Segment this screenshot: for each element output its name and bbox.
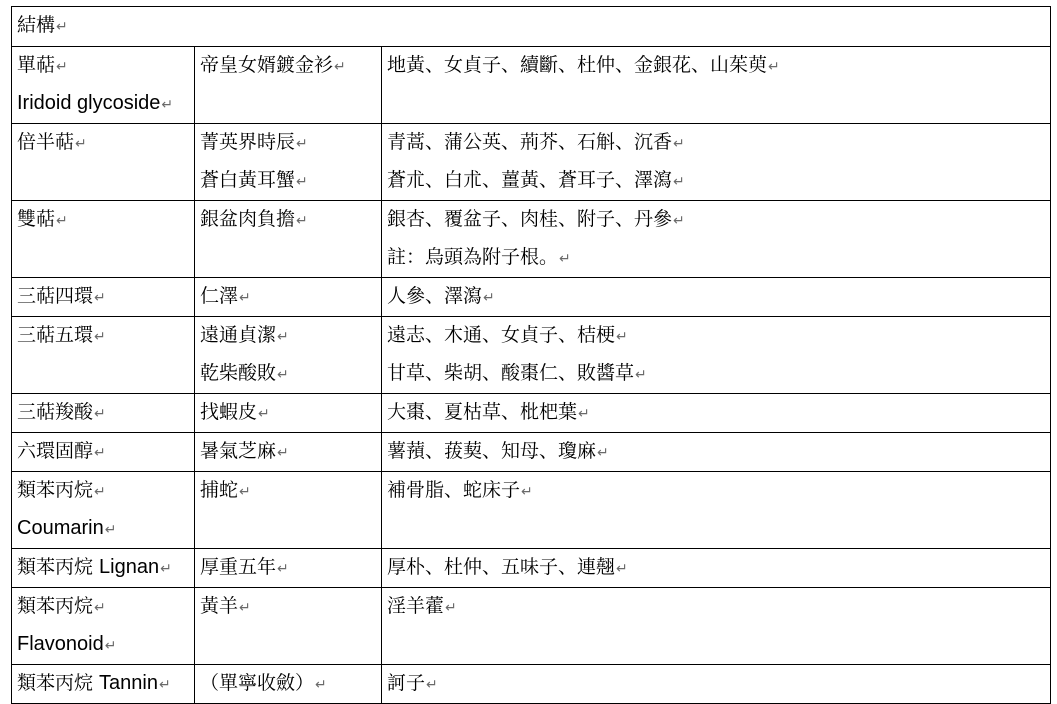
paragraph-mark: ↵ xyxy=(277,367,289,383)
cell-text: Iridoid glycoside xyxy=(17,92,161,114)
cell-line xyxy=(200,433,376,471)
cell-text: 註：烏頭為附子根。 xyxy=(387,246,559,268)
cell-line xyxy=(17,433,189,471)
table-row xyxy=(12,665,1051,704)
table-cell-c2[interactable] xyxy=(195,47,382,124)
cell-line xyxy=(17,124,189,162)
cell-line xyxy=(17,549,189,587)
table-cell-c2[interactable] xyxy=(195,124,382,201)
header-cell[interactable] xyxy=(12,7,1051,47)
table-row xyxy=(12,549,1051,588)
cell-text: 類苯丙烷 xyxy=(17,479,94,501)
table-header-row xyxy=(12,7,1051,47)
paragraph-mark: ↵ xyxy=(56,19,68,35)
cell-text: 仁澤 xyxy=(200,285,239,307)
cell-text: 三萜五環 xyxy=(17,324,94,346)
paragraph-mark: ↵ xyxy=(75,136,87,152)
cell-text: Coumarin xyxy=(17,517,104,539)
paragraph-mark: ↵ xyxy=(296,174,308,190)
table-body xyxy=(12,7,1051,704)
table-cell-c2[interactable] xyxy=(195,317,382,394)
cell-text: 淫羊藿 xyxy=(387,595,445,617)
table-cell-c1[interactable] xyxy=(12,588,195,665)
cell-line xyxy=(387,47,1045,85)
paragraph-mark: ↵ xyxy=(94,406,106,422)
paragraph-mark: ↵ xyxy=(445,600,457,616)
paragraph-mark: ↵ xyxy=(258,406,270,422)
table-cell-c1[interactable] xyxy=(12,278,195,317)
cell-text: 三萜羧酸 xyxy=(17,401,94,423)
cell-text: 甘草、柴胡、酸棗仁、敗醬草 xyxy=(387,362,635,384)
cell-text: 三萜四環 xyxy=(17,285,94,307)
cell-text: 乾柴酸敗 xyxy=(200,362,277,384)
cell-line xyxy=(387,162,1045,200)
paragraph-mark: ↵ xyxy=(94,600,106,616)
cell-line xyxy=(17,394,189,432)
cell-text: 薯蕷、菝葜、知母、瓊麻 xyxy=(387,440,597,462)
paragraph-mark: ↵ xyxy=(597,445,609,461)
cell-text: 捕蛇 xyxy=(200,479,239,501)
cell-line xyxy=(387,278,1045,316)
table-row xyxy=(12,124,1051,201)
table-cell-c1[interactable] xyxy=(12,549,195,588)
latin-term: Lignan xyxy=(99,556,160,578)
paragraph-mark: ↵ xyxy=(296,213,308,229)
cell-line xyxy=(17,626,189,664)
cell-line xyxy=(387,201,1045,239)
cell-text: 遠志、木通、女貞子、桔梗 xyxy=(387,324,616,346)
cell-line xyxy=(17,472,189,510)
paragraph-mark: ↵ xyxy=(239,600,251,616)
table-row xyxy=(12,394,1051,433)
cell-line xyxy=(200,162,376,200)
paragraph-mark: ↵ xyxy=(56,59,68,75)
cell-line xyxy=(17,85,189,123)
cell-line xyxy=(200,278,376,316)
cell-line xyxy=(200,201,376,239)
paragraph-mark: ↵ xyxy=(160,561,172,577)
paragraph-mark: ↵ xyxy=(521,484,533,500)
table-row xyxy=(12,47,1051,124)
paragraph-mark: ↵ xyxy=(94,484,106,500)
paragraph-mark: ↵ xyxy=(616,329,628,345)
table-cell-c1[interactable] xyxy=(12,433,195,472)
cell-line xyxy=(200,588,376,626)
cell-text: （單寧收斂） xyxy=(200,672,315,694)
cell-line xyxy=(17,201,189,239)
cell-text: 倍半萜 xyxy=(17,131,75,153)
table-cell-c3[interactable] xyxy=(382,433,1051,472)
paragraph-mark: ↵ xyxy=(334,59,346,75)
cell-line xyxy=(17,278,189,316)
cell-text: 大棗、夏枯草、枇杷葉 xyxy=(387,401,578,423)
paragraph-mark: ↵ xyxy=(559,251,571,267)
paragraph-mark: ↵ xyxy=(426,677,438,693)
paragraph-mark: ↵ xyxy=(239,484,251,500)
table-cell-c1[interactable] xyxy=(12,317,195,394)
cell-text: 黃羊 xyxy=(200,595,239,617)
table-cell-c3[interactable] xyxy=(382,665,1051,704)
cell-line xyxy=(387,433,1045,471)
cell-line xyxy=(17,47,189,85)
cell-line xyxy=(17,317,189,355)
table-cell-c3[interactable] xyxy=(382,588,1051,665)
latin-term: Tannin xyxy=(99,672,158,694)
cell-text: 厚朴、杜仲、五味子、連翹 xyxy=(387,556,616,578)
paragraph-mark: ↵ xyxy=(161,97,174,113)
table-cell-c2[interactable] xyxy=(195,588,382,665)
cell-text: 蒼朮、白朮、薑黃、蒼耳子、澤瀉 xyxy=(387,169,673,191)
table-row xyxy=(12,472,1051,549)
paragraph-mark: ↵ xyxy=(94,290,106,306)
cell-text: 青蒿、蒲公英、荊芥、石斛、沉香 xyxy=(387,131,673,153)
cell-line xyxy=(200,472,376,510)
table-cell-c2[interactable] xyxy=(195,201,382,278)
table-cell-c1[interactable] xyxy=(12,394,195,433)
cell-text: 補骨脂、蛇床子 xyxy=(387,479,521,501)
cell-line xyxy=(200,317,376,355)
cell-text: 單萜 xyxy=(17,54,56,76)
table-cell-c1[interactable] xyxy=(12,201,195,278)
cell-text: 訶子 xyxy=(387,672,426,694)
cell-text: Flavonoid xyxy=(17,633,104,655)
table-row xyxy=(12,317,1051,394)
table-cell-c3[interactable] xyxy=(382,472,1051,549)
table-cell-c3[interactable] xyxy=(382,47,1051,124)
paragraph-mark: ↵ xyxy=(94,329,106,345)
cell-text: 蒼白黃耳蟹 xyxy=(200,169,296,191)
paragraph-mark: ↵ xyxy=(94,445,106,461)
table-cell-c3[interactable] xyxy=(382,317,1051,394)
paragraph-mark: ↵ xyxy=(673,213,685,229)
cell-text: 六環固醇 xyxy=(17,440,94,462)
cell-text: 帝皇女婿鍍金衫 xyxy=(200,54,334,76)
table-row xyxy=(12,588,1051,665)
cell-line xyxy=(17,510,189,548)
cell-text: 人參、澤瀉 xyxy=(387,285,483,307)
table-cell-c2[interactable] xyxy=(195,665,382,704)
paragraph-mark: ↵ xyxy=(104,522,117,538)
paragraph-mark: ↵ xyxy=(104,638,117,654)
cell-text: 暑氣芝麻 xyxy=(200,440,277,462)
cell-line xyxy=(387,317,1045,355)
herb-structure-table xyxy=(11,6,1051,704)
cell-line xyxy=(387,124,1045,162)
cell-text: 銀盆肉負擔 xyxy=(200,208,296,230)
cell-text: 雙萜 xyxy=(17,208,56,230)
table-cell-c3[interactable] xyxy=(382,278,1051,317)
cell-line xyxy=(387,588,1045,626)
table-cell-c1[interactable] xyxy=(12,472,195,549)
paragraph-mark: ↵ xyxy=(296,136,308,152)
paragraph-mark: ↵ xyxy=(158,677,171,693)
cell-line xyxy=(200,549,376,587)
paragraph-mark: ↵ xyxy=(768,59,780,75)
table-row xyxy=(12,278,1051,317)
paragraph-mark: ↵ xyxy=(277,561,289,577)
paragraph-mark: ↵ xyxy=(277,329,289,345)
paragraph-mark: ↵ xyxy=(239,290,251,306)
cell-line xyxy=(387,355,1045,393)
table-cell-c1[interactable] xyxy=(12,665,195,704)
table-row xyxy=(12,433,1051,472)
cell-text: 遠通貞潔 xyxy=(200,324,277,346)
header-text: 結構 xyxy=(17,14,56,36)
paragraph-mark: ↵ xyxy=(673,136,685,152)
paragraph-mark: ↵ xyxy=(483,290,495,306)
cell-line xyxy=(200,355,376,393)
table-cell-c1[interactable] xyxy=(12,47,195,124)
table-cell-c3[interactable] xyxy=(382,124,1051,201)
cell-text: 類苯丙烷 xyxy=(17,595,94,617)
cell-line xyxy=(387,239,1045,277)
cell-text: 地黃、女貞子、續斷、杜仲、金銀花、山茱萸 xyxy=(387,54,768,76)
cell-text: 銀杏、覆盆子、肉桂、附子、丹參 xyxy=(387,208,673,230)
paragraph-mark: ↵ xyxy=(578,406,590,422)
table-cell-c2[interactable] xyxy=(195,549,382,588)
cell-line xyxy=(387,394,1045,432)
paragraph-mark: ↵ xyxy=(635,367,647,383)
cell-text: 找蝦皮 xyxy=(200,401,258,423)
cell-text: 類苯丙烷 Tannin xyxy=(17,672,158,694)
cell-line xyxy=(387,549,1045,587)
cell-line xyxy=(17,588,189,626)
table-cell-c2[interactable] xyxy=(195,394,382,433)
table-cell-c2[interactable] xyxy=(195,433,382,472)
cell-line xyxy=(200,124,376,162)
table-cell-c2[interactable] xyxy=(195,278,382,317)
table-cell-c3[interactable] xyxy=(382,201,1051,278)
table-row xyxy=(12,201,1051,278)
paragraph-mark: ↵ xyxy=(673,174,685,190)
paragraph-mark: ↵ xyxy=(616,561,628,577)
cell-text: 厚重五年 xyxy=(200,556,277,578)
paragraph-mark: ↵ xyxy=(56,213,68,229)
cell-text: 菁英界時辰 xyxy=(200,131,296,153)
paragraph-mark: ↵ xyxy=(315,677,327,693)
table-cell-c2[interactable] xyxy=(195,472,382,549)
paragraph-mark: ↵ xyxy=(277,445,289,461)
cell-line xyxy=(200,394,376,432)
table-cell-c3[interactable] xyxy=(382,394,1051,433)
cell-text: 類苯丙烷 Lignan xyxy=(17,556,160,578)
table-cell-c1[interactable] xyxy=(12,124,195,201)
cell-line xyxy=(200,47,376,85)
table-cell-c3[interactable] xyxy=(382,549,1051,588)
cell-line xyxy=(387,472,1045,510)
